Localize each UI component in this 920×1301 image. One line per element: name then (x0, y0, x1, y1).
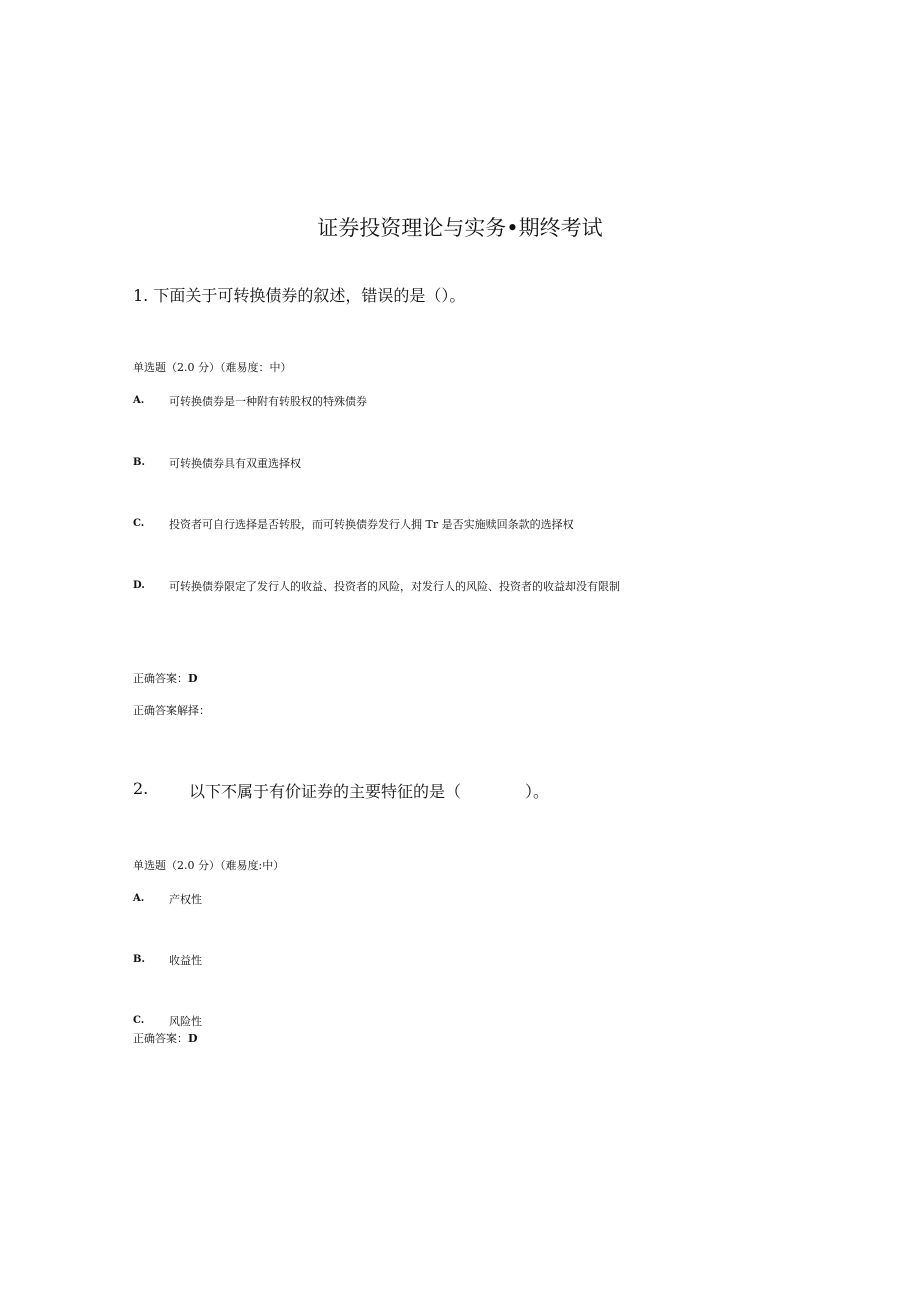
answer-value: D (188, 1032, 198, 1045)
question-2-meta: 单选题（2.0 分）（难易度:中） (133, 859, 285, 872)
question-2-number: 2. (133, 779, 149, 798)
question-2-option-b-letter: B. (133, 954, 145, 965)
answer-value: D (188, 672, 198, 685)
question-2-option-a-text: 产权性 (169, 893, 202, 906)
question-1-option-b-text: 可转换债券具有双重选择权 (169, 457, 301, 470)
question-1-option-a-letter: A. (133, 395, 145, 406)
exam-title: 证券投资理论与实务•期终考试 (317, 216, 603, 240)
question-1-meta: 单选题（2.0 分）（难易度：中） (133, 361, 292, 374)
question-2-answer (133, 1030, 198, 1046)
question-1-stem: 1. 下面关于可转换债券的叙述，错误的是（）。 (133, 286, 466, 305)
question-1-answer (133, 670, 198, 686)
question-1-option-a-text: 可转换债券是一种附有转股权的特殊债券 (169, 395, 367, 408)
question-2-stem: 以下不属于有价证券的主要特征的是（ ）。 (189, 782, 550, 801)
question-2-option-b-text: 收益性 (169, 954, 202, 967)
answer-label: 正确答案： (133, 672, 188, 685)
question-2-option-a-letter: A. (133, 893, 145, 904)
question-2-option-c-text: 风险性 (169, 1015, 202, 1028)
question-1-option-c-letter: C. (133, 518, 145, 529)
question-2-option-c-letter: C. (133, 1015, 145, 1026)
question-1-option-b-letter: B. (133, 457, 145, 468)
question-1-explanation-label: 正确答案解择： (133, 704, 210, 717)
question-1-option-d-text: 可转换债券限定了发行人的收益、投资者的风险，对发行人的风险、投资者的收益却没有限制 (169, 580, 620, 593)
question-1-option-d-letter: D. (133, 580, 145, 591)
question-1-option-c-text: 投资者可自行选择是否转股，而可转换债券发行人拥 Tr 是否实施赎回条款的选择权 (169, 518, 574, 531)
answer-label: 正确答案： (133, 1032, 188, 1045)
